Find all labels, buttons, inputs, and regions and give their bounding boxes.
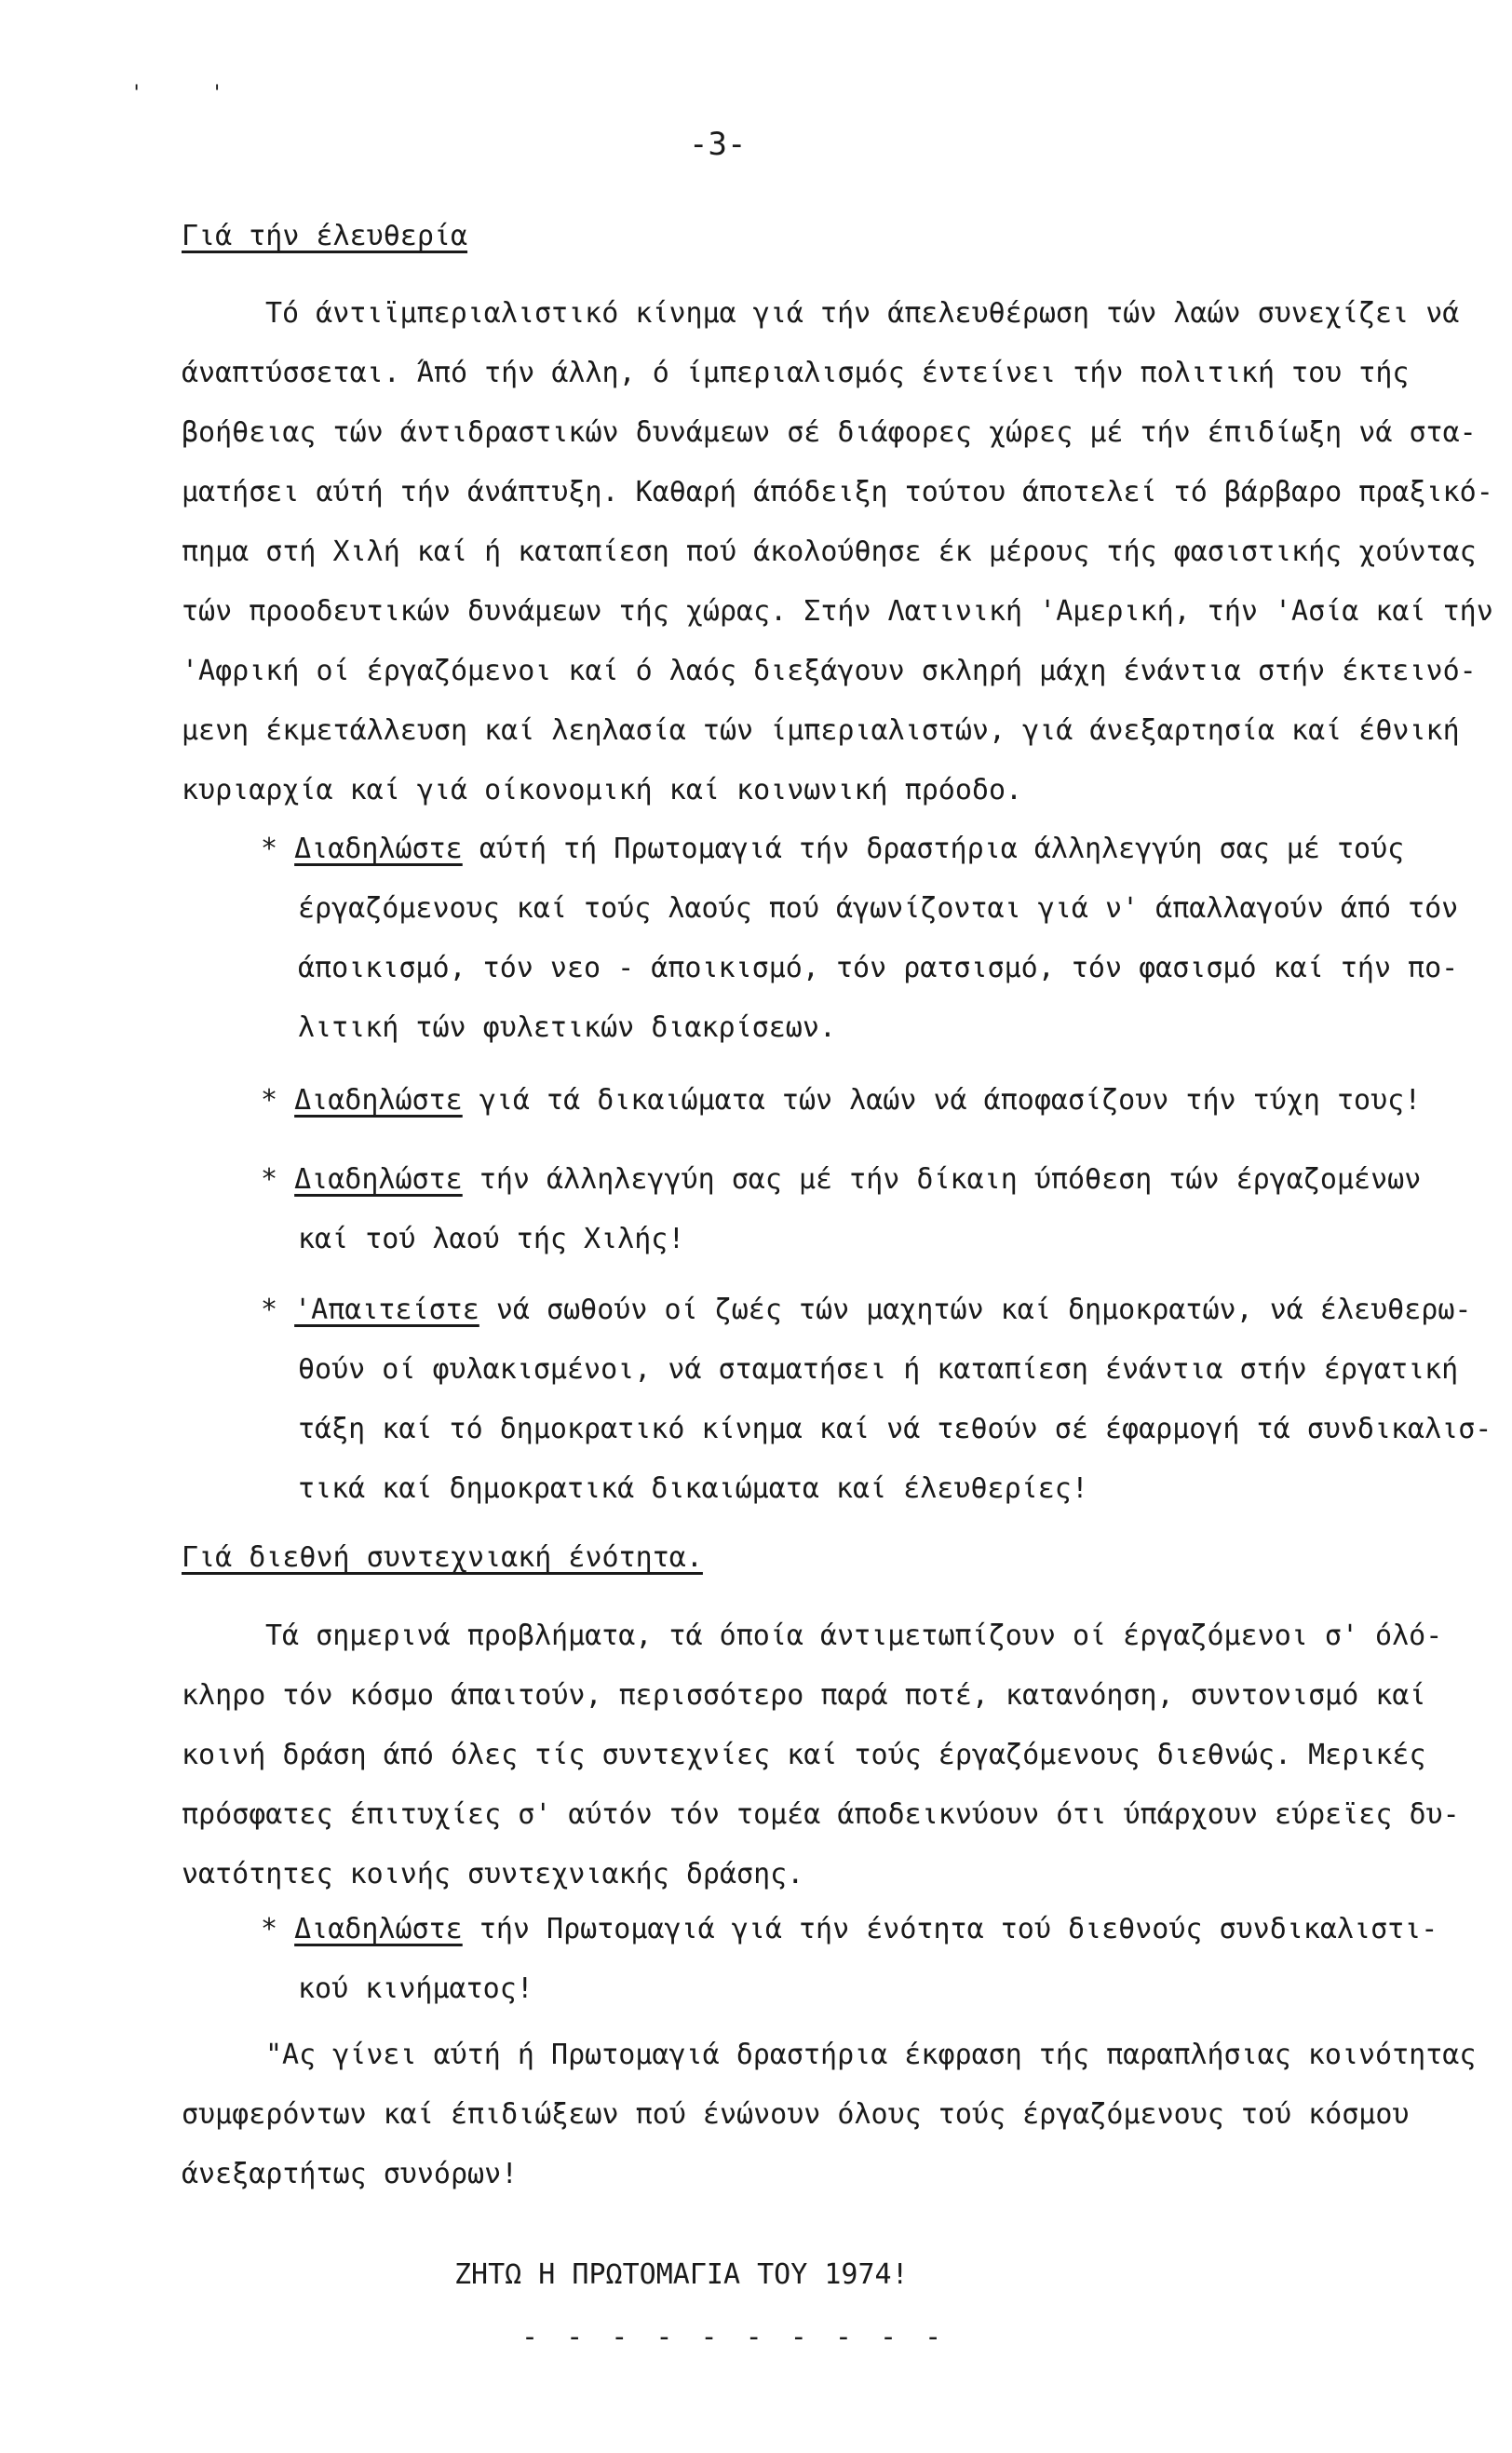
closing-slogan: ΖΗΤΩ Η ΠΡΩΤΟΜΑΓΙΑ ΤΟΥ 1974! xyxy=(454,2258,909,2291)
text-line: άποικισμό, τόν νεο - άποικισμό, τόν ρατσισμό, τόν φασισμό καί τήν πο- xyxy=(298,952,1459,984)
bullet-lead: Διαδηλώστε xyxy=(294,1913,463,1945)
text-line: Τό άντιϊμπεριαλιστικό κίνημα γιά τήν άπελευθέρωση τών λαών συνεχίζει νά xyxy=(265,297,1460,330)
text: νά σωθούν οί ζωές τών μαχητών καί δημοκρατών, νά έλευθερω- xyxy=(495,1294,1472,1326)
text-line: έργαζόμενους καί τούς λαούς πού άγωνίζονται γιά ν' άπαλλαγούν άπό τόν xyxy=(298,892,1459,925)
text-line: άνεξαρτήτως συνόρων! xyxy=(182,2158,519,2190)
bullet-demonstrate-solidarity xyxy=(261,820,1459,1058)
text: τήν Πρωτομαγιά γιά τήν ένότητα τού διεθνούς συνδικαλιστι- xyxy=(479,1913,1438,1945)
text-line: τάξη καί τό δημοκρατικό κίνημα καί νά τεθούν σέ έφαρμογή τά συνδικαλισ- xyxy=(298,1413,1492,1445)
text-line: μενη έκμετάλλευση καί λεηλασία τών ίμπεριαλιστών, γιά άνεξαρτησία καί έθνική xyxy=(182,714,1460,747)
text-line: τικά καί δημοκρατικά δικαιώματα καί έλευθερίες! xyxy=(298,1472,1088,1505)
closing-rule: - - - - - - - - - - xyxy=(521,2321,948,2353)
paragraph-final xyxy=(182,2026,1477,2204)
bullet-lead: Διαδηλώστε xyxy=(294,1084,463,1117)
bullet-lead: 'Απαιτείστε xyxy=(294,1294,479,1326)
paragraph-unity xyxy=(182,1606,1460,1904)
text: γιά τά δικαιώματα τών λαών νά άποφασίζουν τήν τύχη τους! xyxy=(479,1084,1422,1117)
text-line: ματήσει αύτή τήν άνάπτυξη. Καθαρή άπόδειξη τούτου άποτελεί τό βάρβαρο πραξικό- xyxy=(182,476,1493,508)
bullet-line: * Διαδηλώστε τήν άλληλεγγύη σας μέ τήν δίκαιη ύπόθεση τών έργαζομένων xyxy=(261,1163,1422,1196)
bullet-demonstrate-unity xyxy=(261,1900,1438,2019)
bullet-line: * Διαδηλώστε τήν Πρωτομαγιά γιά τήν ένότητα τού διεθνούς συνδικαλιστι- xyxy=(261,1913,1438,1945)
text-line: κυριαρχία καί γιά οίκονομική καί κοινωνική πρόοδο. xyxy=(182,774,1023,806)
page-number: -3- xyxy=(689,126,747,163)
text-line: Τά σημερινά προβλήματα, τά όποία άντιμετωπίζουν οί έργαζόμενοι σ' όλό- xyxy=(265,1620,1443,1652)
section-heading-unity: Γιά διεθνή συντεχνιακή ένότητα. xyxy=(182,1541,703,1574)
text-line: πρόσφατες έπιτυχίες σ' αύτόν τόν τομέα άποδεικνύουν ότι ύπάρχουν εύρεϊες δυ- xyxy=(182,1798,1460,1831)
bullet-lead: Διαδηλώστε xyxy=(294,833,463,865)
corner-marks: ' ' xyxy=(130,82,251,105)
section-heading-freedom: Γιά τήν έλευθερία xyxy=(182,220,468,252)
bullet-demonstrate-rights xyxy=(261,1071,1422,1131)
bullet-line: * Διαδηλώστε γιά τά δικαιώματα τών λαών νά άποφασίζουν τήν τύχη τους! xyxy=(261,1084,1422,1117)
text-line: "Ας γίνει αύτή ή Πρωτομαγιά δραστήρια έκφραση τής παραπλήσιας κοινότητας xyxy=(265,2039,1477,2071)
bullet-lead: Διαδηλώστε xyxy=(294,1163,463,1196)
bullet-line: * 'Απαιτείστε νά σωθούν οί ζωές τών μαχητών καί δημοκρατών, νά έλευθερω- xyxy=(261,1294,1472,1326)
text: αύτή τή Πρωτομαγιά τήν δραστήρια άλληλεγγύη σας μέ τούς xyxy=(479,833,1405,865)
text: τήν άλληλεγγύη σας μέ τήν δίκαιη ύπόθεση τών έργαζομένων xyxy=(479,1163,1422,1196)
text-line: τών προοδευτικών δυνάμεων τής χώρας. Στήν Λατινική 'Αμερική, τήν 'Ασία καί τήν xyxy=(182,595,1493,628)
text-line: κληρο τόν κόσμο άπαιτούν, περισσότερο παρά ποτέ, κατανόηση, συντονισμό καί xyxy=(182,1679,1426,1712)
text-line: νατότητες κοινής συντεχνιακής δράσης. xyxy=(182,1858,804,1891)
bullet-line: * Διαδηλώστε αύτή τή Πρωτομαγιά τήν δραστήρια άλληλεγγύη σας μέ τούς xyxy=(261,833,1405,865)
text-line: συμφερόντων καί έπιδιώξεων πού ένώνουν όλους τούς έργαζόμενους τού κόσμου xyxy=(182,2098,1410,2131)
text-line: βοήθειας τών άντιδραστικών δυνάμεων σέ διάφορες χώρες μέ τήν έπιδίωξη νά στα- xyxy=(182,416,1477,449)
paragraph-freedom xyxy=(182,284,1493,820)
text-line: κού κινήματος! xyxy=(298,1972,533,2005)
text-line: κοινή δράση άπό όλες τίς συντεχνίες καί τούς έργαζόμενους διεθνώς. Μερικές xyxy=(182,1739,1426,1771)
text-line: καί τού λαού τής Χιλής! xyxy=(298,1223,685,1255)
text-line: άναπτύσσεται. Άπό τήν άλλη, ό ίμπεριαλισμός έντείνει τήν πολιτική του τής xyxy=(182,357,1410,389)
text-line: πημα στή Χιλή καί ή καταπίεση πού άκολούθησε έκ μέρους τής φασιστικής χούντας xyxy=(182,535,1477,568)
bullet-demonstrate-chile xyxy=(261,1150,1422,1269)
bullet-demand xyxy=(261,1281,1492,1519)
text-line: 'Αφρική οί έργαζόμενοι καί ό λαός διεξάγουν σκληρή μάχη ένάντια στήν έκτεινό- xyxy=(182,655,1477,687)
text-line: θούν οί φυλακισμένοι, νά σταματήσει ή καταπίεση ένάντια στήν έργατική xyxy=(298,1353,1459,1386)
text-line: λιτική τών φυλετικών διακρίσεων. xyxy=(298,1011,836,1044)
